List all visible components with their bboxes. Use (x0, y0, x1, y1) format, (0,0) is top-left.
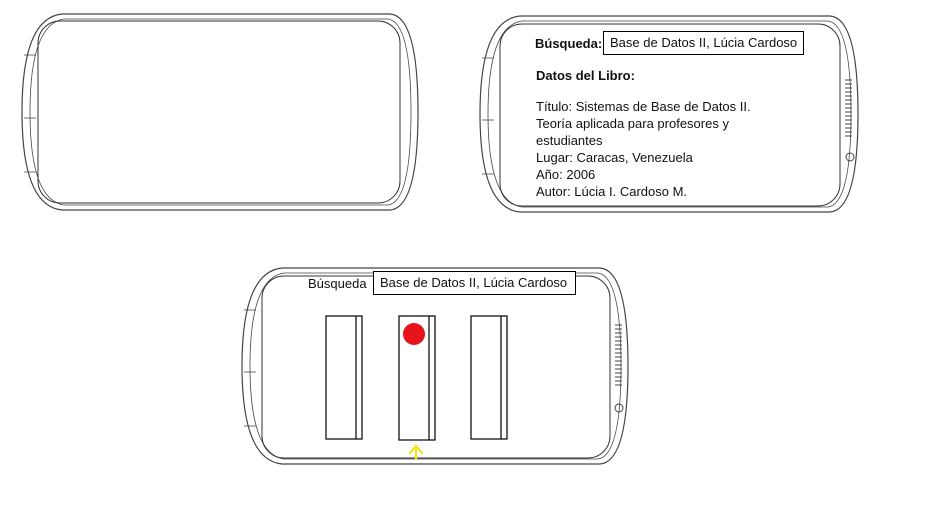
book-place: Lugar: Caracas, Venezuela (536, 150, 693, 165)
book-1[interactable] (326, 316, 362, 439)
search-input-bottom[interactable]: Base de Datos II, Lúcia Cardoso (373, 271, 576, 295)
book-3[interactable] (471, 316, 507, 439)
search-label: Búsqueda: (535, 36, 603, 51)
section-title: Datos del Libro: (536, 68, 635, 83)
book-title-line-3: estudiantes (536, 133, 603, 148)
selected-marker (403, 323, 425, 345)
book-title-line-1: Título: Sistemas de Base de Datos II. (536, 99, 751, 114)
search-input[interactable]: Base de Datos II, Lúcia Cardoso (603, 31, 804, 55)
search-label-bottom: Búsqueda (308, 276, 367, 291)
arrow-up-icon (410, 446, 422, 459)
book-title-line-2: Teoría aplicada para profesores y (536, 116, 729, 131)
book-details (536, 98, 751, 200)
book-year: Año: 2006 (536, 167, 596, 182)
phone-blank (22, 14, 418, 210)
book-author: Autor: Lúcia I. Cardoso M. (536, 184, 688, 199)
